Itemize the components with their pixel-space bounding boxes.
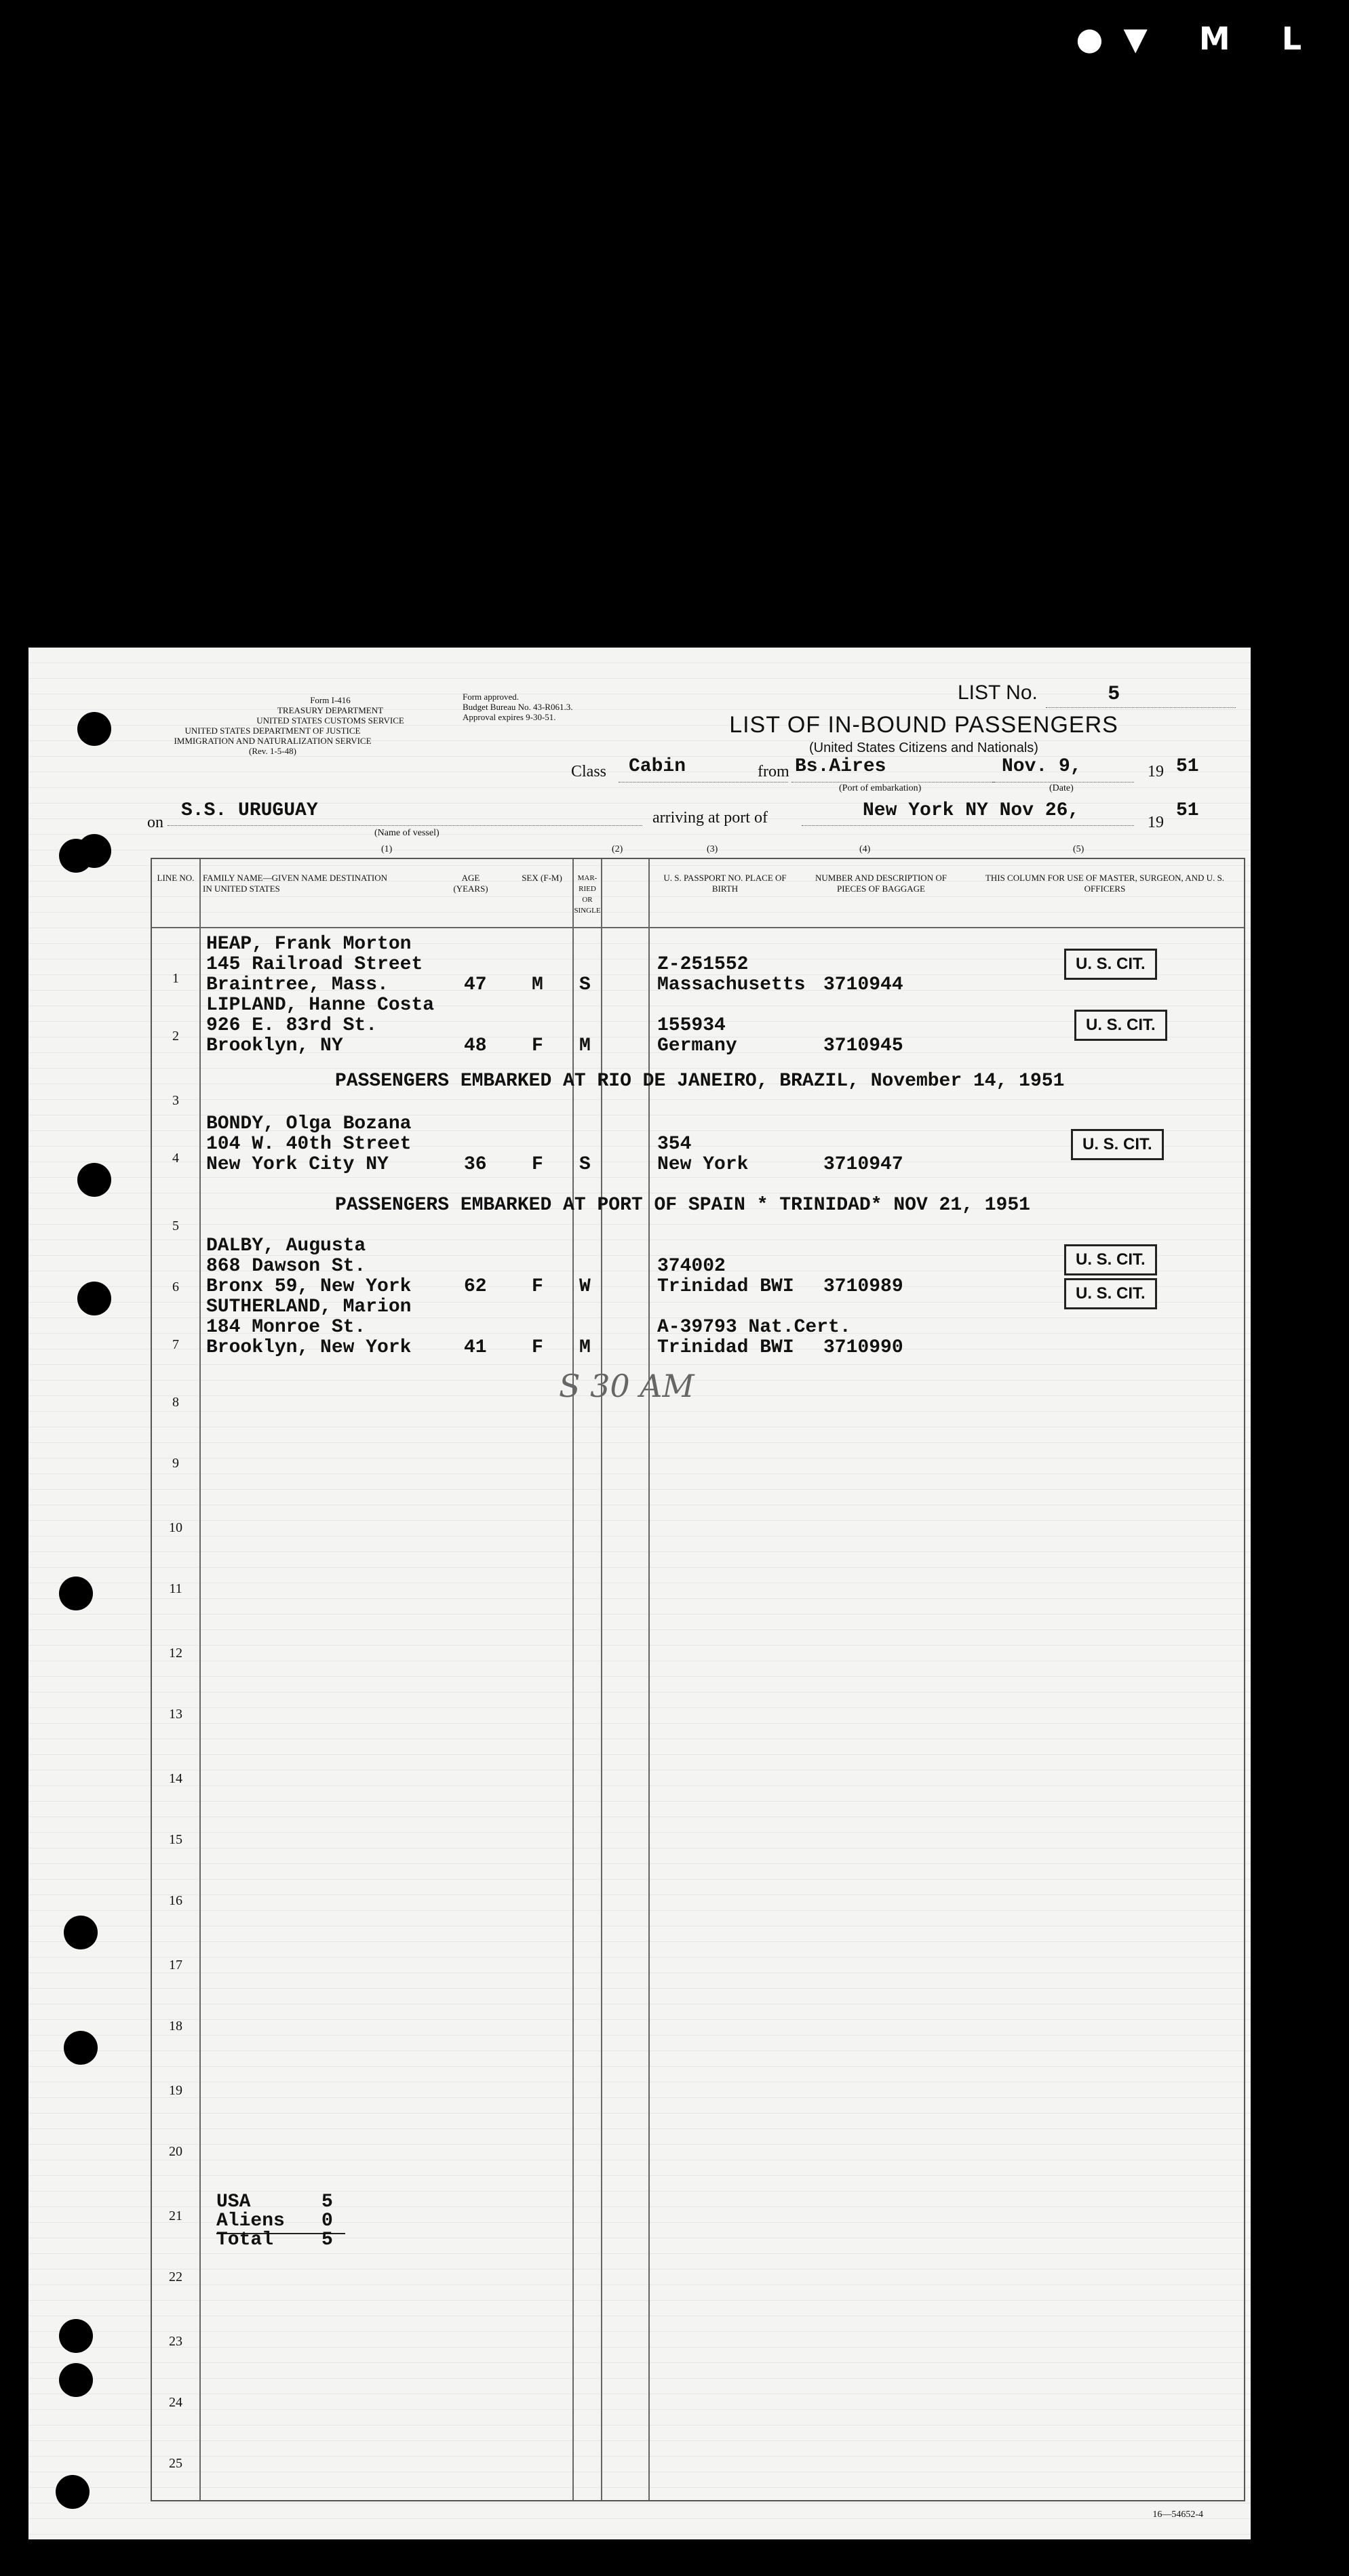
passenger-list-page xyxy=(28,648,1251,2539)
punch-hole xyxy=(64,1916,98,1949)
passenger-age: 62 xyxy=(464,1276,487,1297)
passport-number: Z-251552 xyxy=(657,954,749,975)
form-line: IMMIGRATION AND NATURALIZATION SERVICE xyxy=(174,736,372,746)
column-header-passport: U. S. PASSPORT NO. PLACE OF BIRTH xyxy=(663,873,787,894)
baggage-number: 3710944 xyxy=(823,974,903,995)
passenger-marital: S xyxy=(579,1154,591,1175)
birthplace: Massachusetts xyxy=(657,974,806,995)
year-prefix-2: 19 xyxy=(1148,814,1164,831)
form-approval-block xyxy=(463,692,652,722)
passenger-age: 47 xyxy=(464,974,487,995)
passenger-name: LIPLAND, Hanne Costa xyxy=(206,995,435,1016)
line-number: 9 xyxy=(172,1456,179,1471)
baggage-number: 3710989 xyxy=(823,1276,903,1297)
birthplace: New York xyxy=(657,1154,749,1175)
date-value: Nov. 9, xyxy=(1002,756,1082,777)
approval-line: Approval expires 9-30-51. xyxy=(463,712,556,722)
column-header-age: AGE (YEARS) xyxy=(453,873,488,894)
us-citizen-stamp: U. S. CIT. xyxy=(1074,1010,1167,1041)
passenger-name: DALBY, Augusta xyxy=(206,1235,366,1256)
column-header-baggage: NUMBER AND DESCRIPTION OF PIECES OF BAGGAGE xyxy=(815,873,947,894)
port-caption: (Port of embarkation) xyxy=(839,783,922,793)
form-agency-block xyxy=(147,695,513,756)
summary-aliens-count: 0 xyxy=(321,2211,333,2232)
passenger-name: SUTHERLAND, Marion xyxy=(206,1296,412,1317)
page-title: LIST OF IN-BOUND PASSENGERS xyxy=(729,712,1118,738)
line-number: 4 xyxy=(172,1151,179,1166)
passenger-age: 41 xyxy=(464,1337,487,1358)
page-subtitle: (United States Citizens and Nationals) xyxy=(809,740,1038,755)
year-value: 51 xyxy=(1176,756,1199,777)
vessel-name: S.S. URUGUAY xyxy=(181,800,318,821)
passport-number: 374002 xyxy=(657,1256,726,1277)
approval-line: Budget Bureau No. 43-R061.3. xyxy=(463,702,573,712)
punch-hole xyxy=(59,2363,93,2397)
passport-number: 155934 xyxy=(657,1015,726,1036)
embarkation-note: PASSENGERS EMBARKED AT RIO DE JANEIRO, BRAZIL, November 14, 1951 xyxy=(335,1071,1065,1092)
film-corner-marks xyxy=(1076,20,1322,68)
passenger-table xyxy=(151,858,1245,2501)
class-value: Cabin xyxy=(629,756,686,777)
punch-hole xyxy=(77,712,111,746)
passenger-name: HEAP, Frank Morton xyxy=(206,934,412,955)
baggage-number: 3710947 xyxy=(823,1154,903,1175)
summary-usa-count: 5 xyxy=(321,2192,333,2213)
summary-usa-label: USA xyxy=(216,2192,251,2213)
line-number: 19 xyxy=(169,2083,182,2098)
embarkation-note: PASSENGERS EMBARKED AT PORT OF SPAIN * TRINIDAD* NOV 21, 1951 xyxy=(335,1195,1030,1216)
column-number-1: (1) xyxy=(381,844,393,854)
form-number: 16—54652-4 xyxy=(1152,2510,1203,2520)
column-header-married: MAR-RIED OR SINGLE xyxy=(574,874,601,915)
passenger-marital: W xyxy=(579,1276,591,1297)
list-number xyxy=(958,681,1120,706)
column-header-official: THIS COLUMN FOR USE OF MASTER, SURGEON, AND U. S. OFFICERS xyxy=(985,873,1225,894)
from-label: from xyxy=(758,763,789,780)
passenger-sex: F xyxy=(532,1337,543,1358)
line-number: 24 xyxy=(169,2395,182,2410)
line-number: 18 xyxy=(169,2019,182,2034)
column-header-sex: SEX (F-M) xyxy=(522,873,562,883)
line-number: 3 xyxy=(172,1093,179,1108)
list-number-value: 5 xyxy=(1108,683,1120,706)
punch-hole xyxy=(59,839,93,873)
line-number: 13 xyxy=(169,1707,182,1722)
corner-mark-2: M xyxy=(1198,20,1251,57)
passenger-city: New York City NY xyxy=(206,1154,389,1175)
line-number: 1 xyxy=(172,971,179,986)
punch-hole xyxy=(59,2319,93,2353)
punch-hole xyxy=(56,2475,90,2509)
arriving-label: arriving at port of xyxy=(652,809,768,827)
passport-number: 354 xyxy=(657,1134,692,1155)
punch-hole xyxy=(77,1163,111,1197)
arrival-value: New York NY Nov 26, xyxy=(863,800,1080,821)
passenger-address: 104 W. 40th Street xyxy=(206,1134,412,1155)
punch-hole xyxy=(59,1577,93,1610)
vessel-caption: (Name of vessel) xyxy=(374,828,439,838)
on-label: on xyxy=(147,814,163,831)
form-line: TREASURY DEPARTMENT xyxy=(277,705,384,715)
passenger-address: 145 Railroad Street xyxy=(206,954,423,975)
passenger-city: Bronx 59, New York xyxy=(206,1276,412,1297)
form-line: UNITED STATES DEPARTMENT OF JUSTICE xyxy=(184,726,361,736)
passenger-marital: M xyxy=(579,1035,591,1056)
line-number: 5 xyxy=(172,1218,179,1233)
line-number: 11 xyxy=(169,1581,182,1596)
us-citizen-stamp: U. S. CIT. xyxy=(1064,1278,1157,1309)
line-number: 12 xyxy=(169,1646,182,1661)
passport-number: A-39793 Nat.Cert. xyxy=(657,1317,851,1338)
summary-aliens-label: Aliens xyxy=(216,2211,285,2232)
corner-mark-1: ●▼ xyxy=(1076,20,1168,57)
passenger-address: 926 E. 83rd St. xyxy=(206,1015,378,1036)
year-value-2: 51 xyxy=(1176,800,1199,821)
passenger-sex: M xyxy=(532,974,543,995)
us-citizen-stamp: U. S. CIT. xyxy=(1071,1129,1164,1160)
birthplace: Germany xyxy=(657,1035,737,1056)
passenger-city: Braintree, Mass. xyxy=(206,974,389,995)
line-number: 7 xyxy=(172,1337,179,1352)
baggage-number: 3710945 xyxy=(823,1035,903,1056)
passenger-age: 48 xyxy=(464,1035,487,1056)
line-number: 15 xyxy=(169,1832,182,1847)
passenger-city: Brooklyn, New York xyxy=(206,1337,412,1358)
column-number-3: (3) xyxy=(707,844,718,854)
passenger-sex: F xyxy=(532,1154,543,1175)
birthplace: Trinidad BWI xyxy=(657,1337,794,1358)
column-number-5: (5) xyxy=(1073,844,1084,854)
date-caption: (Date) xyxy=(1049,783,1074,793)
punch-hole xyxy=(77,1282,111,1315)
passenger-city: Brooklyn, NY xyxy=(206,1035,343,1056)
passenger-address: 184 Monroe St. xyxy=(206,1317,366,1338)
form-line: Form I-416 xyxy=(310,695,351,705)
line-number: 14 xyxy=(169,1771,182,1786)
us-citizen-stamp: U. S. CIT. xyxy=(1064,949,1157,980)
line-number: 6 xyxy=(172,1280,179,1294)
line-number: 16 xyxy=(169,1893,182,1908)
corner-mark-3: L xyxy=(1281,20,1322,57)
passenger-sex: F xyxy=(532,1035,543,1056)
line-number: 20 xyxy=(169,2144,182,2159)
line-number: 8 xyxy=(172,1395,179,1410)
line-number: 25 xyxy=(169,2456,182,2471)
passenger-marital: M xyxy=(579,1337,591,1358)
line-number: 22 xyxy=(169,2270,182,2284)
passenger-age: 36 xyxy=(464,1154,487,1175)
passenger-name: BONDY, Olga Bozana xyxy=(206,1113,412,1134)
line-number: 10 xyxy=(169,1520,182,1535)
passenger-marital: S xyxy=(579,974,591,995)
column-header-line-no: LINE NO. xyxy=(157,873,195,883)
line-number: 17 xyxy=(169,1958,182,1973)
approval-line: Form approved. xyxy=(463,692,520,702)
passenger-address: 868 Dawson St. xyxy=(206,1256,366,1277)
column-number-2: (2) xyxy=(612,844,623,854)
from-value: Bs.Aires xyxy=(795,756,886,777)
list-number-label: LIST No. xyxy=(958,681,1038,704)
year-prefix: 19 xyxy=(1148,763,1164,780)
column-header-name: FAMILY NAME—GIVEN NAME DESTINATION IN UNITED STATES xyxy=(203,873,388,894)
handwritten-signature: S 30 AM xyxy=(559,1368,695,1404)
us-citizen-stamp: U. S. CIT. xyxy=(1064,1244,1157,1275)
line-number: 23 xyxy=(169,2334,182,2349)
line-number: 2 xyxy=(172,1029,179,1044)
form-line: (Rev. 1-5-48) xyxy=(249,746,296,756)
summary-total-count: 5 xyxy=(321,2230,333,2251)
punch-hole xyxy=(64,2031,98,2065)
line-number: 21 xyxy=(169,2208,182,2223)
summary-total-label: Total xyxy=(216,2230,274,2251)
baggage-number: 3710990 xyxy=(823,1337,903,1358)
passenger-sex: F xyxy=(532,1276,543,1297)
column-number-4: (4) xyxy=(859,844,871,854)
birthplace: Trinidad BWI xyxy=(657,1276,794,1297)
class-label: Class xyxy=(571,763,607,780)
form-line: UNITED STATES CUSTOMS SERVICE xyxy=(256,715,404,726)
